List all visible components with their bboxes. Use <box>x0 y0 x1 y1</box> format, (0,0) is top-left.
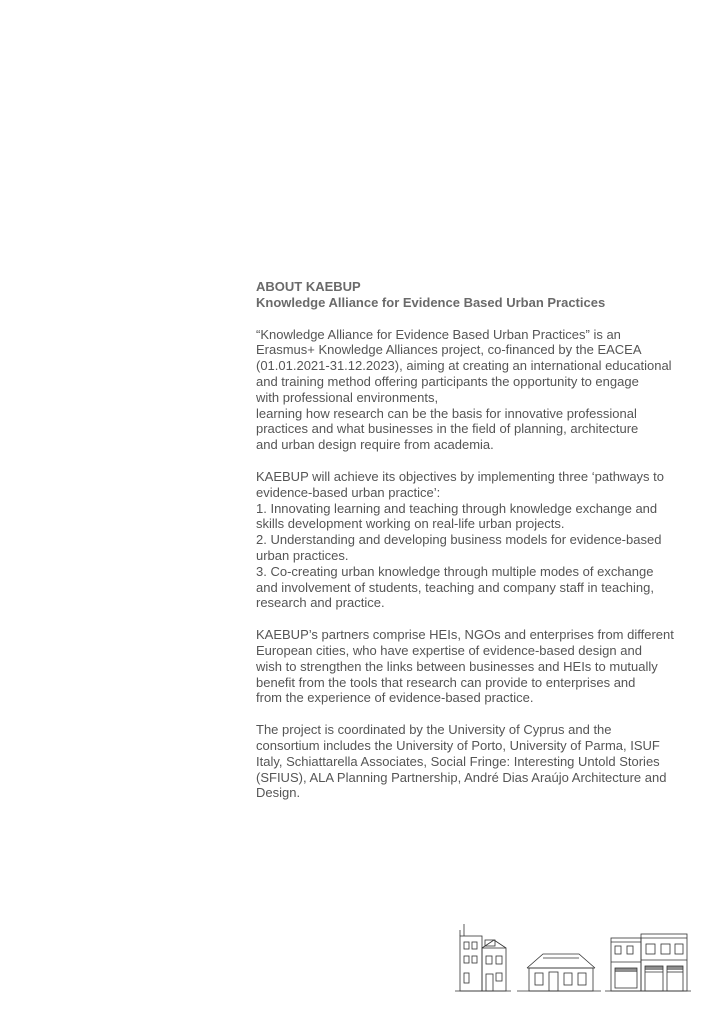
text-line: and training method offering participants the opportunity to engage <box>256 373 639 389</box>
text-line: consortium includes the University of Porto, University of Parma, ISUF <box>256 737 660 753</box>
text-line: 3. Co-creating urban knowledge through multiple modes of exchange <box>256 563 654 579</box>
text-line: practices and what businesses in the field of planning, architecture <box>256 421 639 437</box>
text-line: and urban design require from academia. <box>256 437 494 453</box>
shopfront-sketch <box>605 934 691 991</box>
text-line: evidence-based urban practice’: <box>256 484 441 500</box>
text-line: with professional environments, <box>256 389 439 405</box>
paragraph-consortium <box>256 722 696 801</box>
paragraph-objectives <box>256 469 696 611</box>
text-line: European cities, who have expertise of evidence-based design and <box>256 642 642 658</box>
paragraph-intro <box>256 327 696 453</box>
text-line: benefit from the tools that research can provide to enterprises and <box>256 674 636 690</box>
text-line: (SFIUS), ALA Planning Partnership, André Dias Araújo Architecture and <box>256 769 667 785</box>
paragraph-partners <box>256 627 696 706</box>
section-subtitle: Knowledge Alliance for Evidence Based Urban Practices <box>256 294 606 310</box>
text-line: research and practice. <box>256 595 385 611</box>
about-section <box>256 279 696 801</box>
text-line: from the experience of evidence-based practice. <box>256 690 534 706</box>
text-line: learning how research can be the basis for innovative professional <box>256 405 637 421</box>
text-line: and involvement of students, teaching and company staff in teaching, <box>256 579 654 595</box>
text-line: “Knowledge Alliance for Evidence Based Urban Practices” is an <box>256 326 621 342</box>
text-line: 1. Innovating learning and teaching through knowledge exchange and <box>256 500 658 516</box>
text-line: wish to strengthen the links between businesses and HEIs to mutually <box>256 658 658 674</box>
text-line: The project is coordinated by the University of Cyprus and the <box>256 722 612 738</box>
section-title: ABOUT KAEBUP <box>256 279 361 294</box>
small-house-sketch <box>517 954 601 991</box>
text-line: Italy, Schiattarella Associates, Social Fringe: Interesting Untold Stories <box>256 753 660 769</box>
text-line: skills development working on real-life urban projects. <box>256 516 565 532</box>
text-line: urban practices. <box>256 547 349 563</box>
text-line: (01.01.2021-31.12.2023), aiming at creating an international educational <box>256 358 672 374</box>
tall-house-sketch <box>455 924 511 991</box>
text-line: Erasmus+ Knowledge Alliances project, co-financed by the EACEA <box>256 342 642 358</box>
text-line: KAEBUP will achieve its objectives by implementing three ‘pathways to <box>256 468 665 484</box>
text-line: KAEBUP’s partners comprise HEIs, NGOs and enterprises from different <box>256 627 674 643</box>
text-line: 2. Understanding and developing business models for evidence-based <box>256 532 662 548</box>
building-sketches-icon <box>455 918 693 992</box>
text-line: Design. <box>256 785 301 801</box>
